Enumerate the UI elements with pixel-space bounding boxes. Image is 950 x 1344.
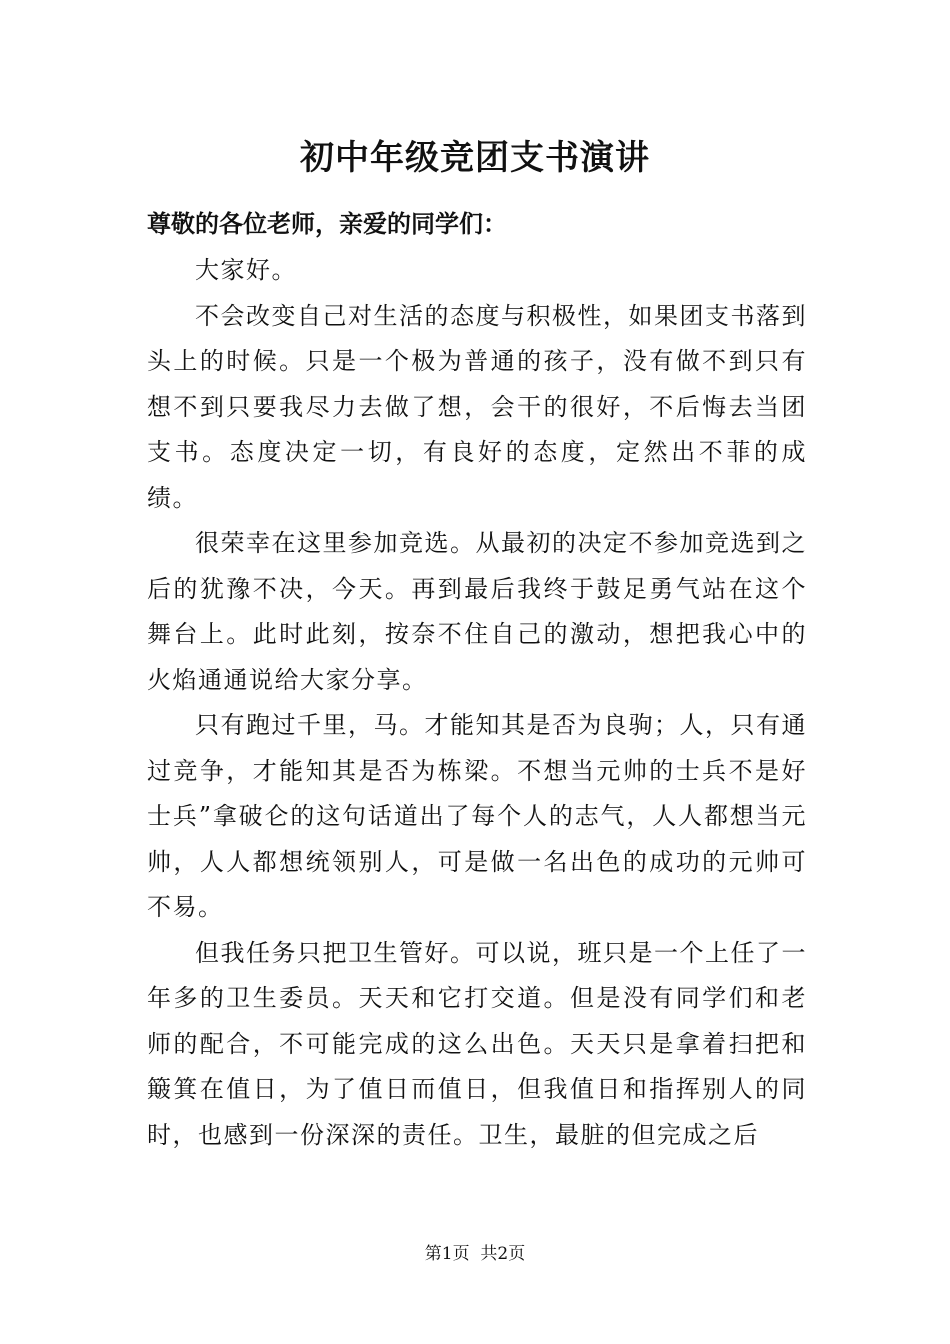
salutation: 尊敬的各位老师，亲爱的同学们： (147, 209, 507, 238)
paragraph-1: 大家好。 (195, 256, 297, 284)
paragraph-5: 但我任务只把卫生管好。可以说，班只是一个上任了一年多的卫生委员。天天和它打交道。但是没有同学们和老师的配合，不可能完成的这么出色。天天只是拿着扫把和簸箕在值日，为了值日而值日，但我值日和指挥别人的同时，也感到一份深深的责任。卫生，最脏的但完成之后 (147, 938, 807, 1149)
document-body (147, 248, 807, 1158)
paragraph-2: 不会改变自己对生活的态度与积极性，如果团支书落到头上的时候。只是一个极为普通的孩子，没有做不到只有想不到只要我尽力去做了想，会干的很好，不后悔去当团支书。态度决定一切，有良好的态度，定然出不菲的成绩。 (147, 301, 807, 512)
document-title: 初中年级竞团支书演讲 (300, 138, 650, 178)
paragraph-3: 很荣幸在这里参加竞选。从最初的决定不参加竞选到之后的犹豫不决，今天。再到最后我终于鼓足勇气站在这个舞台上。此时此刻，按奈不住自己的激动，想把我心中的火焰通通说给大家分享。 (147, 529, 807, 694)
page-number-footer: 第1页 共2页 (424, 1244, 526, 1264)
paragraph-4: 只有跑过千里，马。才能知其是否为良驹；人，只有通过竞争，才能知其是否为栋梁。不想当元帅的士兵不是好士兵”拿破仑的这句话道出了每个人的志气，人人都想当元帅，人人都想统领别人，可是做一名出色的成功的元帅可不易。 (147, 711, 807, 921)
